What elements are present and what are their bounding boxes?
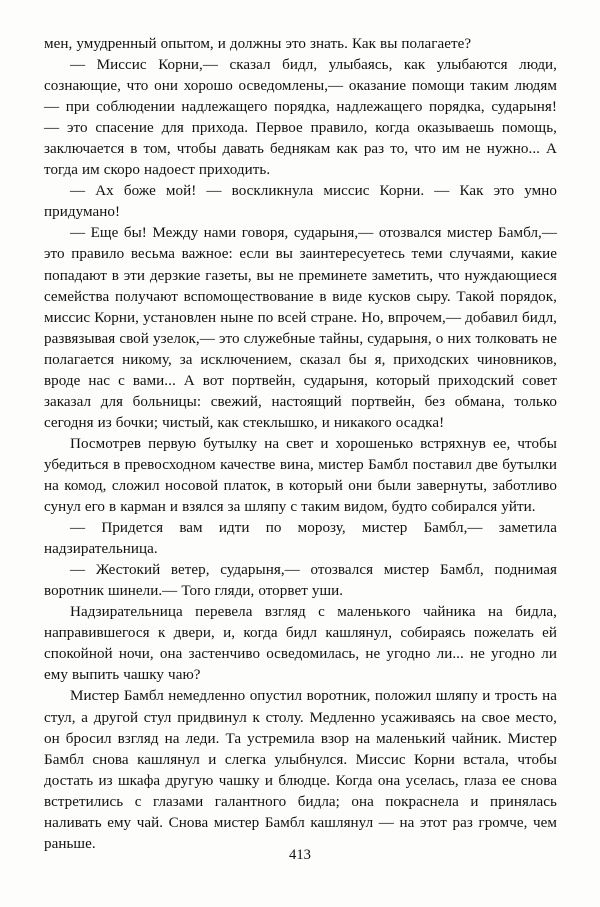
body-text-column (44, 34, 557, 855)
paragraph: Мистер Бамбл немедленно опустил воротник, положил шляпу и трость на стул, а другой стул придвинул к столу. Медленно усаживаясь на свое место, он бросил взгляд на леди. Та устремила взор на маленький чайник. Мистер Бамбл снова кашлянул и слегка улыбнулся. Миссис Корни встала, чтобы достать из шкафа другую чашку и блюдце. Когда она уселась, глаза ее снова встретились с глазами галантного бидла; она покраснела и принялась наливать ему чай. Снова мистер Бамбл кашлянул — на этот раз громче, чем раньше. (44, 688, 557, 852)
paragraph: Надзирательница перевела взгляд с маленького чайника на бидла, направившегося к двери, и, когда бидл кашлянул, собираясь пожелать ей спокойной ночи, она застенчиво осведомилась, не угодно ли... не угодно ли ему выпить чашку чаю? (44, 604, 557, 684)
page-number: 413 (289, 847, 311, 863)
paragraph: — Ах боже мой! — воскликнула миссис Корни. — Как это умно придумано! (44, 183, 557, 221)
paragraph: — Миссис Корни,— сказал бидл, улыбаясь, как улыбаются люди, сознающие, что они хорошо осведомлены,— оказание помощи таким людям — при соблюдении надлежащего порядка, надлежащего порядка, сударыня! — это спасение для прихода. Первое правило, когда оказываешь помощь, заключается в том, чтобы давать беднякам как раз то, что им не нужно... А тогда им скоро надоест приходить. (44, 57, 557, 179)
paragraph: — Жестокий ветер, сударыня,— отозвался мистер Бамбл, поднимая воротник шинели.— Того гляди, оторвет уши. (44, 562, 557, 600)
paragraph: — Придется вам идти по морозу, мистер Бамбл,— заметила надзирательница. (44, 520, 557, 558)
paragraph: мен, умудренный опытом, и должны это знать. Как вы полагаете? (44, 36, 472, 52)
paragraph: Посмотрев первую бутылку на свет и хорошенько встряхнув ее, чтобы убедиться в превосходном качестве вина, мистер Бамбл поставил две бутылки на комод, сложил носовой платок, в который они были завернуты, заботливо сунул его в карман и взялся за шляпу с таким видом, будто собирался уйти. (44, 435, 557, 516)
paragraph: — Еще бы! Между нами говоря, сударыня,— отозвался мистер Бамбл,— это правило весьма важное: если вы заинтересуетесь теми случаями, какие попадают в эти дерзкие газеты, вы не преминете заметить, что нуждающиеся семейства получают вспомоществование в виде кусков сыру. Такой порядок, миссис Корни, установлен ныне по всей стране. Но, впрочем,— добавил бидл, развязывая свой узелок,— это служебные тайны, сударыня, о них толковать не полагается никому, за исключением, сказал бы я, приходских чиновников, вроде нас с вами... А вот портвейн, сударыня, который приходский совет заказал для больницы: свежий, настоящий портвейн, без обмана, только сегодня из бочки; чистый, как стеклышко, и никакого осадка! (44, 225, 557, 431)
